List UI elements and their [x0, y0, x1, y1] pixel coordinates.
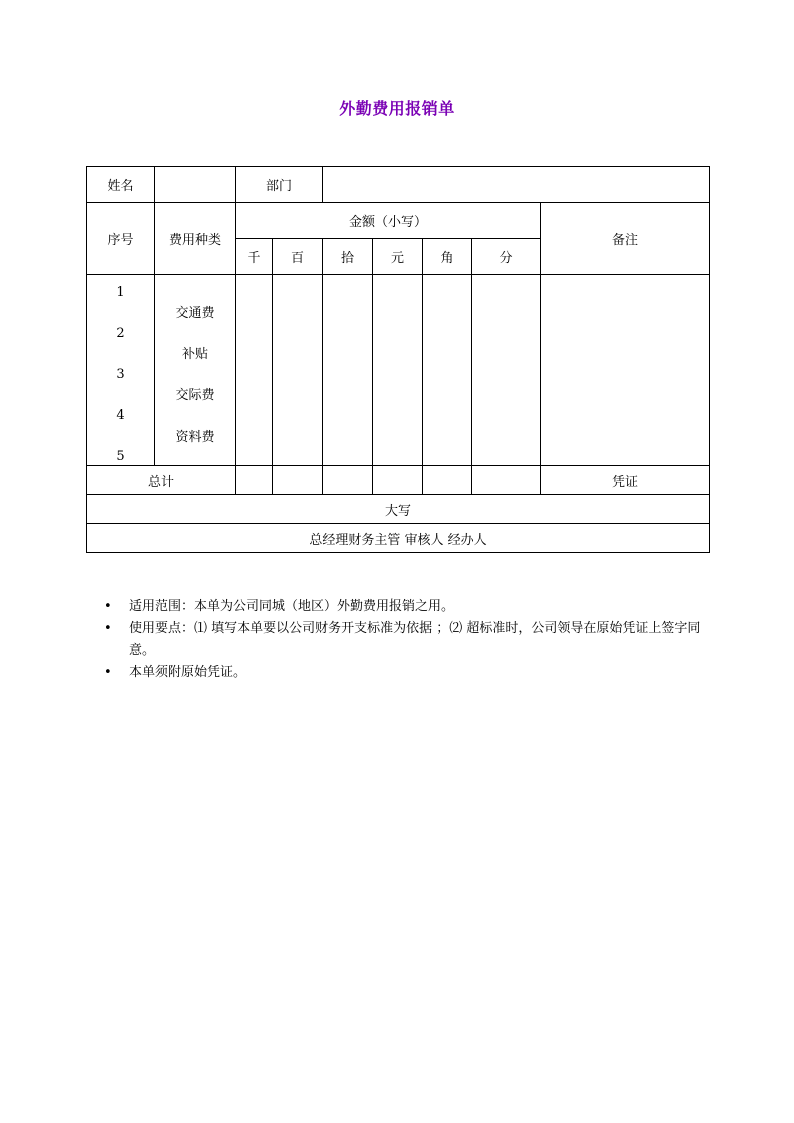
amount-header: 金额（小写）	[236, 203, 541, 239]
bullet-icon: •	[104, 621, 112, 636]
note-text: 适用范围：本单为公司同城（地区）外勤费用报销之用。	[129, 599, 455, 614]
total-cell-hundred[interactable]	[273, 466, 323, 495]
seq-number: 3	[116, 367, 125, 382]
expense-form-table	[86, 166, 710, 553]
note-item	[104, 596, 714, 618]
type-column	[155, 275, 236, 466]
note-item	[104, 662, 714, 684]
type-header: 费用种类	[155, 203, 236, 275]
digit-header-yuan: 元	[373, 239, 423, 275]
note-item	[104, 618, 714, 662]
usage-notes	[104, 596, 714, 684]
total-label: 总计	[87, 466, 236, 495]
capital-row	[87, 495, 710, 524]
items-row	[87, 275, 710, 466]
total-cell-fen[interactable]	[472, 466, 541, 495]
digit-header-ten: 拾	[323, 239, 373, 275]
digit-header-hundred: 百	[273, 239, 323, 275]
expense-type-allowance: 补贴	[181, 347, 208, 362]
signature-line: 总经理财务主管 审核人 经办人	[87, 524, 710, 553]
seq-header: 序号	[87, 203, 155, 275]
seq-number: 2	[116, 326, 125, 341]
name-dept-row	[87, 167, 710, 203]
seq-number: 5	[116, 449, 125, 464]
amount-cell-fen[interactable]	[472, 275, 541, 466]
digit-header-fen: 分	[472, 239, 541, 275]
bullet-icon: •	[104, 665, 112, 680]
bullet-icon: •	[104, 599, 112, 614]
name-field[interactable]	[155, 167, 236, 203]
total-cell-ten[interactable]	[323, 466, 373, 495]
seq-number: 1	[116, 285, 125, 300]
header-row-1	[87, 203, 710, 239]
seq-column	[87, 275, 155, 466]
remark-header: 备注	[541, 203, 710, 275]
amount-cell-hundred[interactable]	[273, 275, 323, 466]
amount-cell-jiao[interactable]	[423, 275, 472, 466]
digit-header-thousand: 千	[236, 239, 273, 275]
seq-number: 4	[116, 408, 125, 423]
name-label: 姓名	[87, 167, 155, 203]
digit-header-jiao: 角	[423, 239, 472, 275]
total-cell-thousand[interactable]	[236, 466, 273, 495]
amount-cell-thousand[interactable]	[236, 275, 273, 466]
total-cell-jiao[interactable]	[423, 466, 472, 495]
note-text: 本单须附原始凭证。	[129, 665, 247, 680]
signature-row	[87, 524, 710, 553]
amount-cell-ten[interactable]	[323, 275, 373, 466]
expense-type-entertainment: 交际费	[175, 388, 215, 403]
note-text: 使用要点：⑴ 填写本单要以公司财务开支标准为依据 ；⑵ 超标准时，公司领导在原始凭证上签字同意。	[129, 621, 701, 658]
dept-label: 部门	[236, 167, 323, 203]
amount-cell-yuan[interactable]	[373, 275, 423, 466]
total-row	[87, 466, 710, 495]
expense-type-materials: 资料费	[175, 430, 215, 445]
total-cell-yuan[interactable]	[373, 466, 423, 495]
voucher-label: 凭证	[541, 466, 710, 495]
page-title: 外勤费用报销单	[339, 99, 455, 118]
capital-label: 大写	[87, 495, 710, 524]
remark-cell[interactable]	[541, 275, 710, 466]
dept-field[interactable]	[323, 167, 710, 203]
expense-type-transport: 交通费	[175, 306, 215, 321]
